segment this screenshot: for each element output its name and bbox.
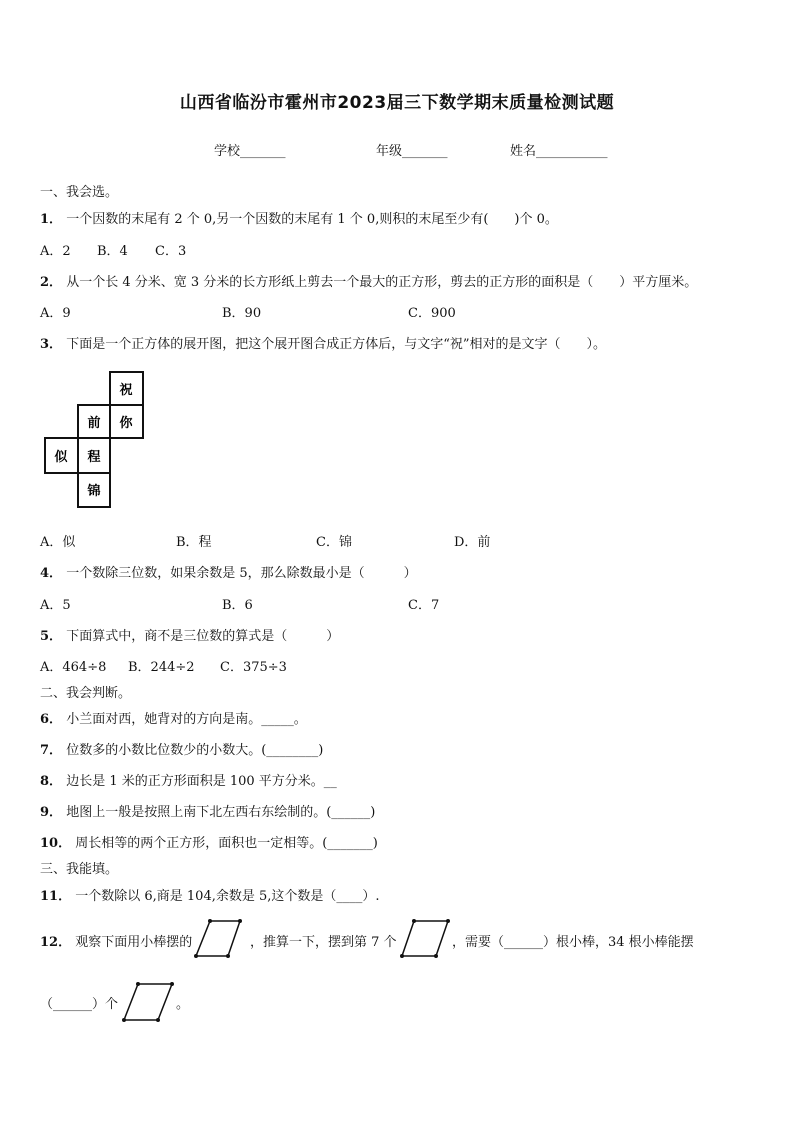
school-field: 学校_______ [214, 144, 286, 159]
option-c: C．7 [408, 598, 440, 613]
option-a: A．似 [40, 535, 76, 550]
question-number: 6． [40, 712, 63, 727]
section-heading-1: 一、我会选。 [40, 185, 119, 200]
option-b: B．90 [222, 306, 262, 321]
question-text: 边长是 1 米的正方形面积是 100 平方分米。__ [66, 774, 337, 789]
section-heading-3: 三、我能填。 [40, 862, 119, 877]
option-a: A．9 [40, 306, 71, 321]
question-number: 2． [40, 275, 63, 290]
question-text: 下面算式中，商不是三位数的算式是（ ） [66, 629, 340, 644]
question-12-part-4: （______）个 [40, 997, 119, 1012]
question-number: 10． [40, 836, 72, 851]
question-text: 一个数除以 6,商是 104,余数是 5,这个数是（____）. [75, 889, 380, 904]
option-a: A．464÷8 [40, 660, 107, 675]
net-char-qian: 前 [87, 416, 101, 431]
question-12-part-2: ，推算一下，摆到第 7 个 [250, 935, 397, 950]
page-title: 山西省临汾市霍州市2023届三下数学期末质量检测试题 [179, 93, 615, 113]
question-number: 1． [40, 212, 63, 227]
option-b: B．4 [97, 244, 128, 259]
parallelogram-figure-3 [122, 982, 174, 1022]
question-9 [40, 801, 375, 820]
question-12-part-1 [40, 931, 192, 950]
question-text: 下面是一个正方体的展开图，把这个展开图合成正方体后，与文字“祝”相对的是文字（ ）。 [66, 337, 606, 352]
net-char-si: 似 [54, 450, 68, 465]
net-char-cheng: 程 [87, 450, 101, 465]
question-text: 周长相等的两个正方形，面积也一定相等。(_______) [75, 836, 378, 851]
net-char-zhu: 祝 [119, 383, 133, 398]
question-text: 地图上一般是按照上南下北左西右东绘制的。(______) [66, 805, 376, 820]
question-number: 12． [40, 935, 72, 950]
option-c: C．375÷3 [220, 660, 287, 675]
question-number: 4． [40, 566, 63, 581]
grade-field: 年级_______ [376, 144, 448, 159]
question-12-part-3: ，需要（______）根小棒，34 根小棒能摆 [452, 935, 694, 950]
name-field: 姓名___________ [510, 144, 608, 159]
option-a: A．2 [40, 244, 71, 259]
question-10 [40, 832, 378, 851]
question-text: 位数多的小数比位数少的小数大。(________) [66, 743, 324, 758]
question-4 [40, 562, 417, 581]
option-b: B．244÷2 [128, 660, 195, 675]
option-b: B．6 [222, 598, 253, 613]
question-text: 小兰面对西，她背对的方向是南。_____。 [66, 712, 307, 727]
question-11 [40, 885, 380, 904]
question-number: 9． [40, 805, 63, 820]
question-text: 从一个长 4 分米、宽 3 分米的长方形纸上剪去一个最大的正方形，剪去的正方形的面积是（ ）平方厘米。 [66, 275, 698, 290]
question-number: 5． [40, 629, 63, 644]
option-c: C．900 [408, 306, 456, 321]
option-c: C．锦 [316, 535, 352, 550]
section-heading-2: 二、我会判断。 [40, 686, 132, 701]
question-5 [40, 625, 339, 644]
question-number: 11． [40, 889, 72, 904]
option-c: C．3 [155, 244, 187, 259]
option-a: A．5 [40, 598, 71, 613]
parallelogram-figure-1 [194, 919, 242, 958]
question-text: 一个因数的末尾有 2 个 0,另一个因数的末尾有 1 个 0,则积的末尾至少有( )个 0。 [66, 212, 558, 227]
question-number: 3． [40, 337, 63, 352]
question-6 [40, 708, 307, 727]
question-text: 观察下面用小棒摆的 [75, 935, 193, 950]
question-number: 7． [40, 743, 63, 758]
question-12-part-5: 。 [176, 997, 190, 1012]
option-d: D．前 [454, 535, 491, 550]
net-char-jin: 锦 [87, 484, 101, 499]
question-7 [40, 739, 323, 758]
question-number: 8． [40, 774, 63, 789]
parallelogram-figure-2 [400, 919, 450, 958]
net-char-ni: 你 [119, 416, 133, 431]
question-8 [40, 770, 337, 789]
option-b: B．程 [176, 535, 212, 550]
question-text: 一个数除三位数，如果余数是 5，那么除数最小是（ ） [66, 566, 417, 581]
